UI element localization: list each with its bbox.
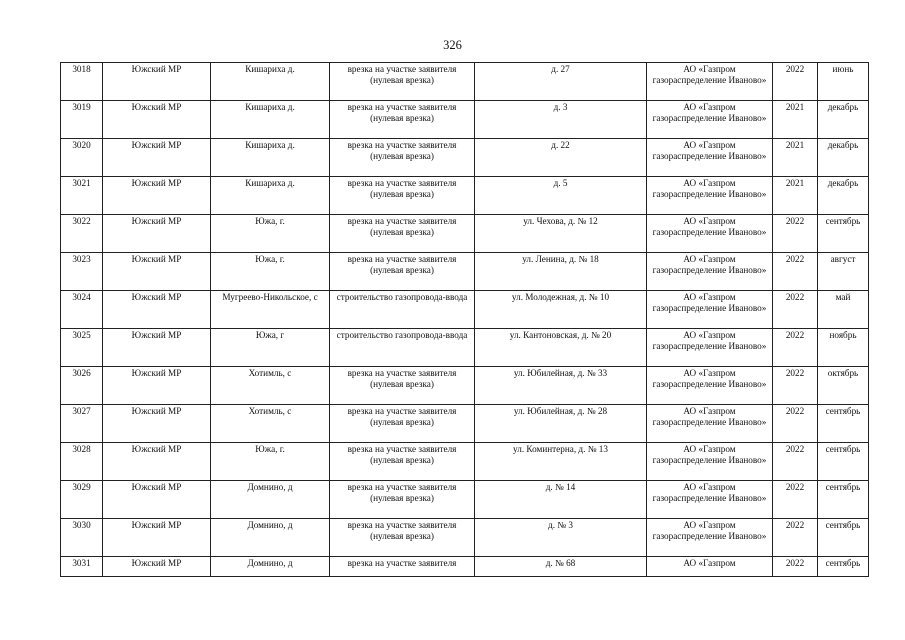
district-cell: Южский МР [103,329,211,367]
table-row [61,291,869,329]
organization-cell: АО «Газпром газораспределение Иваново» [647,443,773,481]
address-cell: д. 5 [475,177,647,215]
month-cell: сентябрь [818,557,869,577]
address-cell: ул. Юбилейная, д. № 33 [475,367,647,405]
work-type-cell: врезка на участке заявителя (нулевая врезка) [330,367,475,405]
gasification-table [60,62,869,577]
table-row [61,215,869,253]
address-cell: ул. Коминтерна, д. № 13 [475,443,647,481]
address-cell: ул. Молодежная, д. № 10 [475,291,647,329]
table-row [61,101,869,139]
table-row [61,63,869,101]
month-cell: сентябрь [818,443,869,481]
month-cell: сентябрь [818,405,869,443]
district-cell: Южский МР [103,405,211,443]
district-cell: Южский МР [103,519,211,557]
work-type-cell: врезка на участке заявителя (нулевая врезка) [330,63,475,101]
address-cell: д. № 68 [475,557,647,577]
work-type-cell: врезка на участке заявителя (нулевая врезка) [330,443,475,481]
row-number: 3023 [61,253,103,291]
table-row [61,519,869,557]
month-cell: май [818,291,869,329]
work-type-cell: строительство газопровода-ввода [330,329,475,367]
settlement-cell: Хотимль, с [211,367,330,405]
work-type-cell: врезка на участке заявителя [330,557,475,577]
month-cell: октябрь [818,367,869,405]
organization-cell: АО «Газпром газораспределение Иваново» [647,329,773,367]
year-cell: 2022 [773,329,818,367]
year-cell: 2022 [773,367,818,405]
organization-cell: АО «Газпром газораспределение Иваново» [647,101,773,139]
year-cell: 2022 [773,215,818,253]
year-cell: 2022 [773,557,818,577]
district-cell: Южский МР [103,101,211,139]
table-row [61,139,869,177]
year-cell: 2022 [773,443,818,481]
row-number: 3019 [61,101,103,139]
month-cell: декабрь [818,139,869,177]
settlement-cell: Домнино, д [211,557,330,577]
settlement-cell: Южа, г [211,329,330,367]
settlement-cell: Южа, г. [211,215,330,253]
table-row [61,481,869,519]
settlement-cell: Южа, г. [211,443,330,481]
district-cell: Южский МР [103,139,211,177]
row-number: 3026 [61,367,103,405]
address-cell: д. 27 [475,63,647,101]
row-number: 3021 [61,177,103,215]
district-cell: Южский МР [103,63,211,101]
month-cell: сентябрь [818,215,869,253]
address-cell: д. № 14 [475,481,647,519]
settlement-cell: Кишариха д. [211,101,330,139]
month-cell: ноябрь [818,329,869,367]
table-body [61,63,869,577]
row-number: 3028 [61,443,103,481]
work-type-cell: врезка на участке заявителя (нулевая врезка) [330,215,475,253]
organization-cell: АО «Газпром газораспределение Иваново» [647,481,773,519]
district-cell: Южский МР [103,367,211,405]
district-cell: Южский МР [103,481,211,519]
table-row [61,443,869,481]
work-type-cell: врезка на участке заявителя (нулевая врезка) [330,101,475,139]
organization-cell: АО «Газпром газораспределение Иваново» [647,291,773,329]
year-cell: 2021 [773,139,818,177]
organization-cell: АО «Газпром газораспределение Иваново» [647,63,773,101]
year-cell: 2022 [773,63,818,101]
address-cell: ул. Кантоновская, д. № 20 [475,329,647,367]
work-type-cell: врезка на участке заявителя (нулевая врезка) [330,177,475,215]
row-number: 3030 [61,519,103,557]
year-cell: 2021 [773,177,818,215]
year-cell: 2022 [773,519,818,557]
month-cell: сентябрь [818,519,869,557]
district-cell: Южский МР [103,215,211,253]
organization-cell: АО «Газпром газораспределение Иваново» [647,253,773,291]
year-cell: 2021 [773,101,818,139]
organization-cell: АО «Газпром [647,557,773,577]
work-type-cell: врезка на участке заявителя (нулевая врезка) [330,481,475,519]
table-row [61,557,869,577]
row-number: 3029 [61,481,103,519]
organization-cell: АО «Газпром газораспределение Иваново» [647,519,773,557]
address-cell: ул. Ленина, д. № 18 [475,253,647,291]
row-number: 3031 [61,557,103,577]
month-cell: декабрь [818,177,869,215]
organization-cell: АО «Газпром газораспределение Иваново» [647,405,773,443]
table-row [61,367,869,405]
row-number: 3027 [61,405,103,443]
year-cell: 2022 [773,481,818,519]
address-cell: ул. Юбилейная, д. № 28 [475,405,647,443]
year-cell: 2022 [773,405,818,443]
settlement-cell: Кишариха д. [211,177,330,215]
month-cell: сентябрь [818,481,869,519]
month-cell: август [818,253,869,291]
address-cell: д. 22 [475,139,647,177]
organization-cell: АО «Газпром газораспределение Иваново» [647,215,773,253]
settlement-cell: Южа, г. [211,253,330,291]
organization-cell: АО «Газпром газораспределение Иваново» [647,177,773,215]
month-cell: декабрь [818,101,869,139]
table-row [61,253,869,291]
district-cell: Южский МР [103,177,211,215]
district-cell: Южский МР [103,253,211,291]
settlement-cell: Кишариха д. [211,139,330,177]
page-number: 326 [443,38,462,52]
settlement-cell: Кишариха д. [211,63,330,101]
district-cell: Южский МР [103,291,211,329]
district-cell: Южский МР [103,443,211,481]
work-type-cell: врезка на участке заявителя (нулевая врезка) [330,519,475,557]
table-row [61,329,869,367]
year-cell: 2022 [773,291,818,329]
address-cell: д. 3 [475,101,647,139]
row-number: 3020 [61,139,103,177]
row-number: 3024 [61,291,103,329]
work-type-cell: врезка на участке заявителя (нулевая врезка) [330,405,475,443]
row-number: 3018 [61,63,103,101]
settlement-cell: Хотимль, с [211,405,330,443]
work-type-cell: строительство газопровода-ввода [330,291,475,329]
address-cell: д. № 3 [475,519,647,557]
settlement-cell: Домнино, д [211,481,330,519]
address-cell: ул. Чехова, д. № 12 [475,215,647,253]
organization-cell: АО «Газпром газораспределение Иваново» [647,139,773,177]
organization-cell: АО «Газпром газораспределение Иваново» [647,367,773,405]
table-row [61,405,869,443]
row-number: 3022 [61,215,103,253]
table-row [61,177,869,215]
district-cell: Южский МР [103,557,211,577]
settlement-cell: Мугреево-Никольское, с [211,291,330,329]
settlement-cell: Домнино, д [211,519,330,557]
work-type-cell: врезка на участке заявителя (нулевая врезка) [330,139,475,177]
row-number: 3025 [61,329,103,367]
year-cell: 2022 [773,253,818,291]
month-cell: июнь [818,63,869,101]
work-type-cell: врезка на участке заявителя (нулевая врезка) [330,253,475,291]
